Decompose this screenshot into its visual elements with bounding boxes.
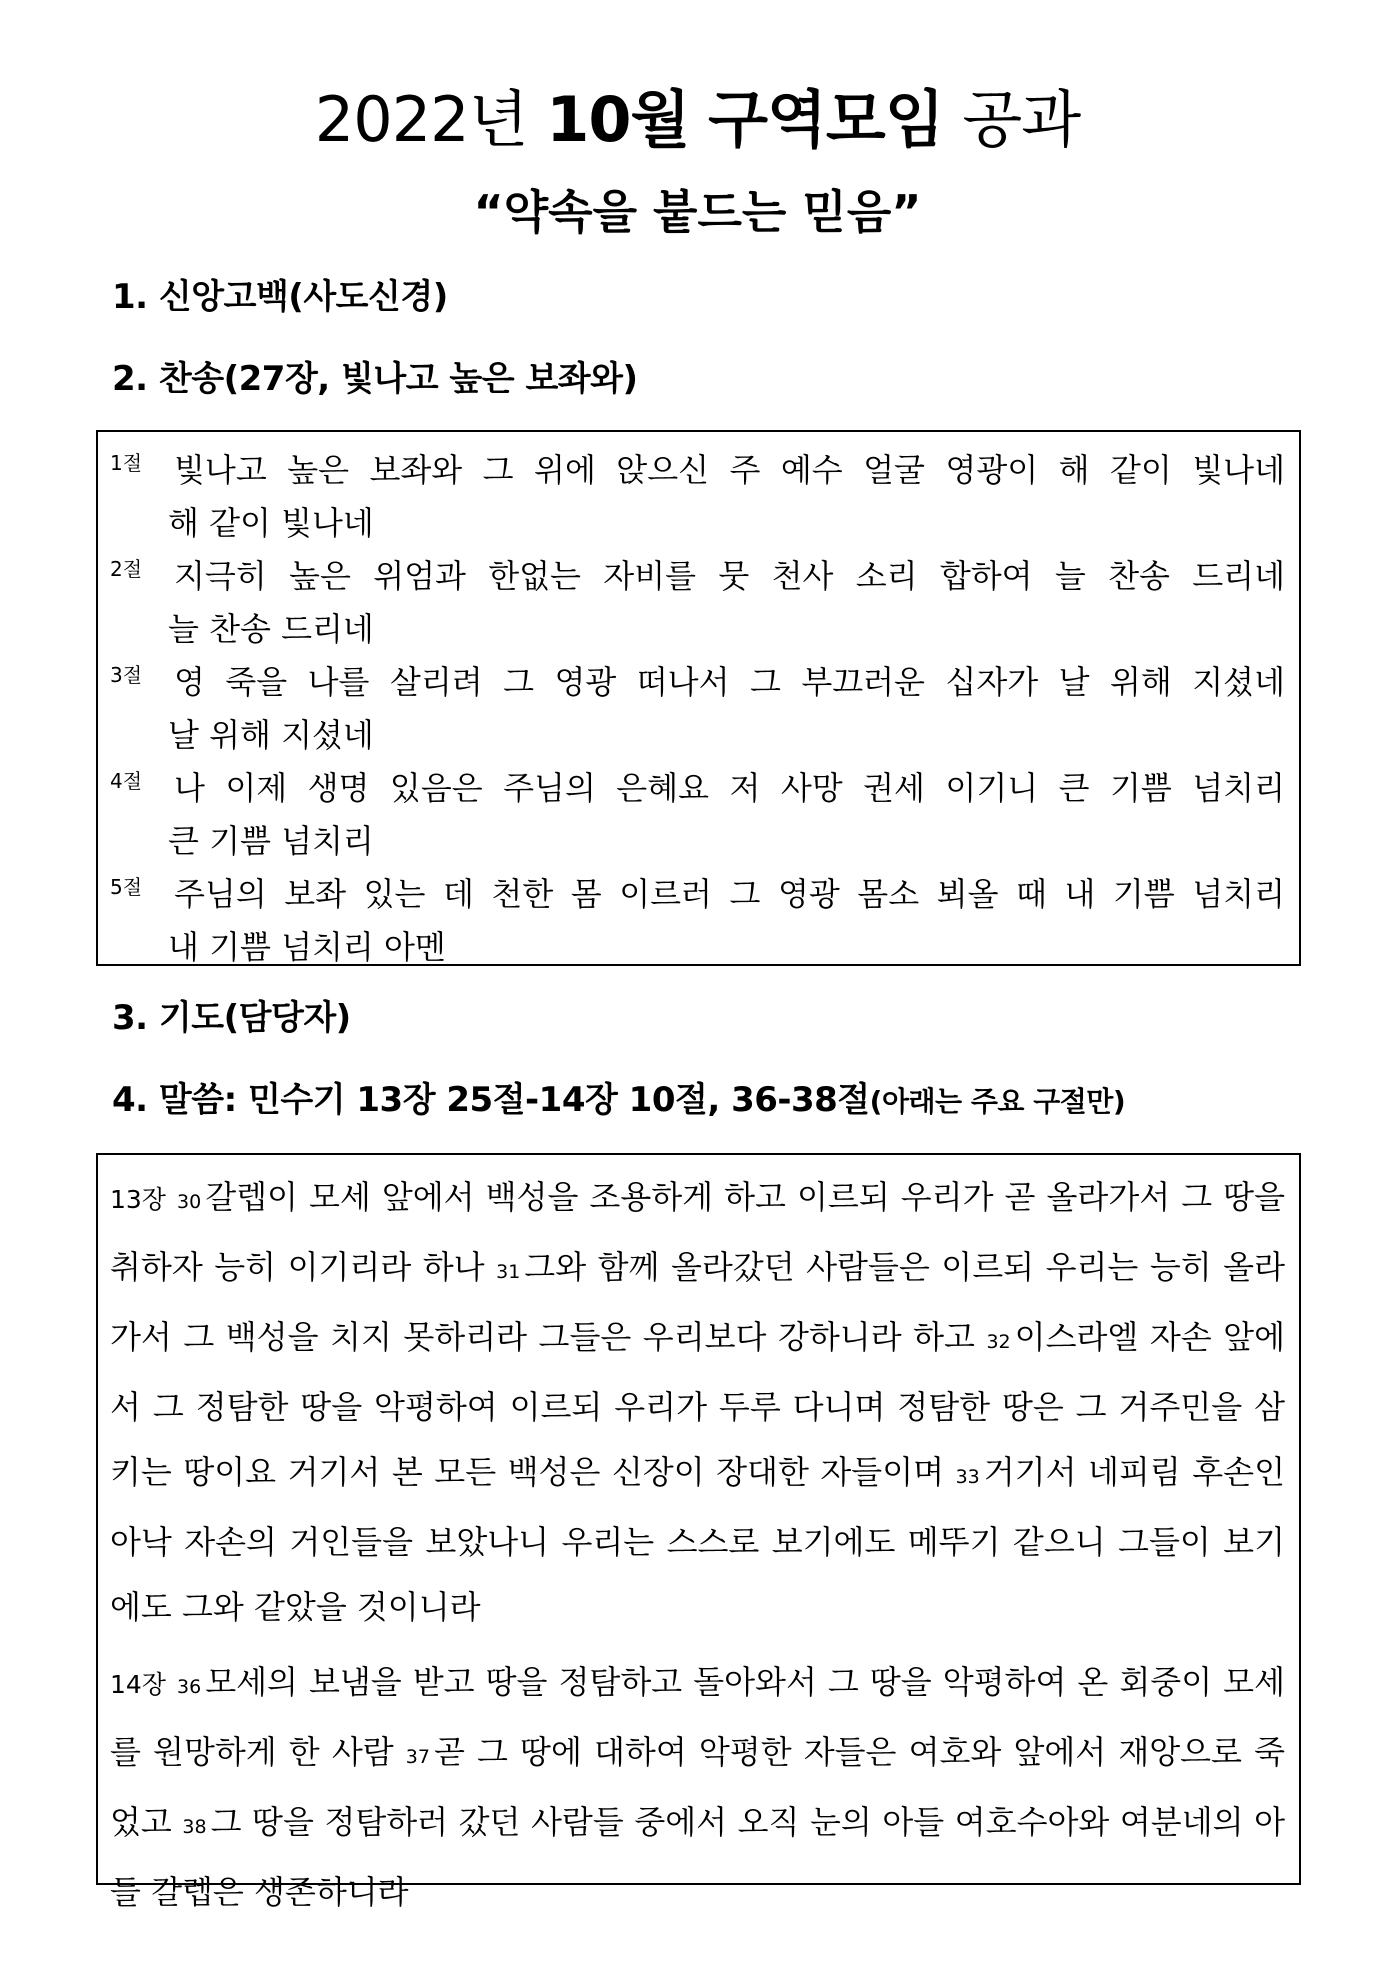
verse-number: 38 xyxy=(182,1816,207,1838)
hymn-verse xyxy=(110,868,1285,974)
verse-text: 그와 함께 올라갔던 사람들은 이르되 우리는 능히 올라가서 그 백성을 치지 못하리라 그들은 우리보다 강하니라 하고 xyxy=(110,1248,1285,1356)
verse-line: 빛나고 높은 보좌와 그 위에 앉으신 주 예수 얼굴 영광이 해 같이 빛나네 xyxy=(174,451,1285,489)
scripture-passage xyxy=(110,1165,1285,1640)
verse-text: 곧 그 땅에 대하여 악평한 자들은 여호와 앞에서 재앙으로 죽었고 xyxy=(110,1733,1285,1841)
verse-refrain: 날 위해 지셨네 xyxy=(168,716,374,754)
hymn-verse xyxy=(110,762,1285,868)
title-event: 구역모임 xyxy=(708,83,944,156)
verse-number: 36 xyxy=(177,1676,202,1698)
verse-number: 37 xyxy=(405,1746,430,1768)
verse-number: 3절 xyxy=(110,663,143,687)
section-heading-hymn: 2. 찬송(27장, 빛나고 높은 보좌와) xyxy=(112,359,638,399)
title-month: 10월 xyxy=(546,83,690,156)
scripture-note: (아래는 주요 구절만) xyxy=(869,1085,1126,1118)
scripture-passage xyxy=(110,1650,1285,1925)
verse-number: 2절 xyxy=(110,557,143,581)
section-heading-prayer: 3. 기도(담당자) xyxy=(112,998,351,1038)
title-year: 2022년 xyxy=(314,83,528,156)
verse-text: 거기서 네피림 후손인 아낙 자손의 거인들을 보았나니 우리는 스스로 보기에도 메뚜기 같으니 그들이 보기에도 그와 같았을 것이니라 xyxy=(110,1453,1285,1626)
verse-line: 지극히 높은 위엄과 한없는 자비를 뭇 천사 소리 합하여 늘 찬송 드리네 xyxy=(174,557,1285,595)
verse-text: 그 땅을 정탐하러 갔던 사람들 중에서 오직 눈의 아들 여호수아와 여분네의 아들 갈렙은 생존하니라 xyxy=(110,1803,1285,1911)
hymn-verse xyxy=(110,550,1285,656)
verse-refrain: 내 기쁨 넘치리 아멘 xyxy=(168,928,446,966)
verse-text: 모세의 보냄을 받고 땅을 정탐하고 돌아와서 그 땅을 악평하여 온 회중이 모세를 원망하게 한 사람 xyxy=(110,1663,1285,1771)
title-suffix: 공과 xyxy=(962,83,1081,156)
verse-number: 1절 xyxy=(110,451,143,475)
scripture-box xyxy=(96,1153,1301,1911)
chapter-label: 13장 xyxy=(110,1185,166,1214)
verse-line: 주님의 보좌 있는 데 천한 몸 이르러 그 영광 몸소 뵈올 때 내 기쁨 넘치리 xyxy=(174,875,1285,913)
verse-refrain: 해 같이 빛나네 xyxy=(168,504,374,542)
verse-text: 이스라엘 자손 앞에서 그 정탐한 땅을 악평하여 이르되 우리가 두루 다니며 정탐한 땅은 그 거주민을 삼키는 땅이요 거기서 본 모든 백성은 신장이 장대한 자들이며 xyxy=(110,1318,1285,1491)
verse-line: 나 이제 생명 있음은 주님의 은혜요 저 사망 권세 이기니 큰 기쁨 넘치리 xyxy=(174,769,1285,807)
hymn-verse xyxy=(110,444,1285,550)
scripture-reference: 4. 말씀: 민수기 13장 25절-14장 10절, 36-38절 xyxy=(112,1080,870,1120)
verse-number: 4절 xyxy=(110,769,143,793)
verse-refrain: 늘 찬송 드리네 xyxy=(168,610,374,648)
chapter-label: 14장 xyxy=(110,1670,166,1699)
verse-refrain: 큰 기쁨 넘치리 xyxy=(168,822,374,860)
document-title xyxy=(0,80,1395,160)
verse-number: 33 xyxy=(955,1466,980,1488)
verse-number: 5절 xyxy=(110,875,143,899)
verse-number: 31 xyxy=(496,1261,521,1283)
section-heading-creed: 1. 신앙고백(사도신경) xyxy=(112,277,448,317)
verse-number: 32 xyxy=(986,1331,1011,1353)
hymn-verse xyxy=(110,656,1285,762)
document-subtitle: “약속을 붙드는 믿음” xyxy=(473,185,922,239)
hymn-lyrics-box xyxy=(96,430,1301,966)
verse-text: 갈렙이 모세 앞에서 백성을 조용하게 하고 이르되 우리가 곧 올라가서 그 땅을 취하자 능히 이기리라 하나 xyxy=(110,1178,1285,1286)
verse-line: 영 죽을 나를 살리려 그 영광 떠나서 그 부끄러운 십자가 날 위해 지셨네 xyxy=(174,663,1285,701)
section-heading-scripture xyxy=(112,1078,1125,1124)
verse-number: 30 xyxy=(177,1191,202,1213)
